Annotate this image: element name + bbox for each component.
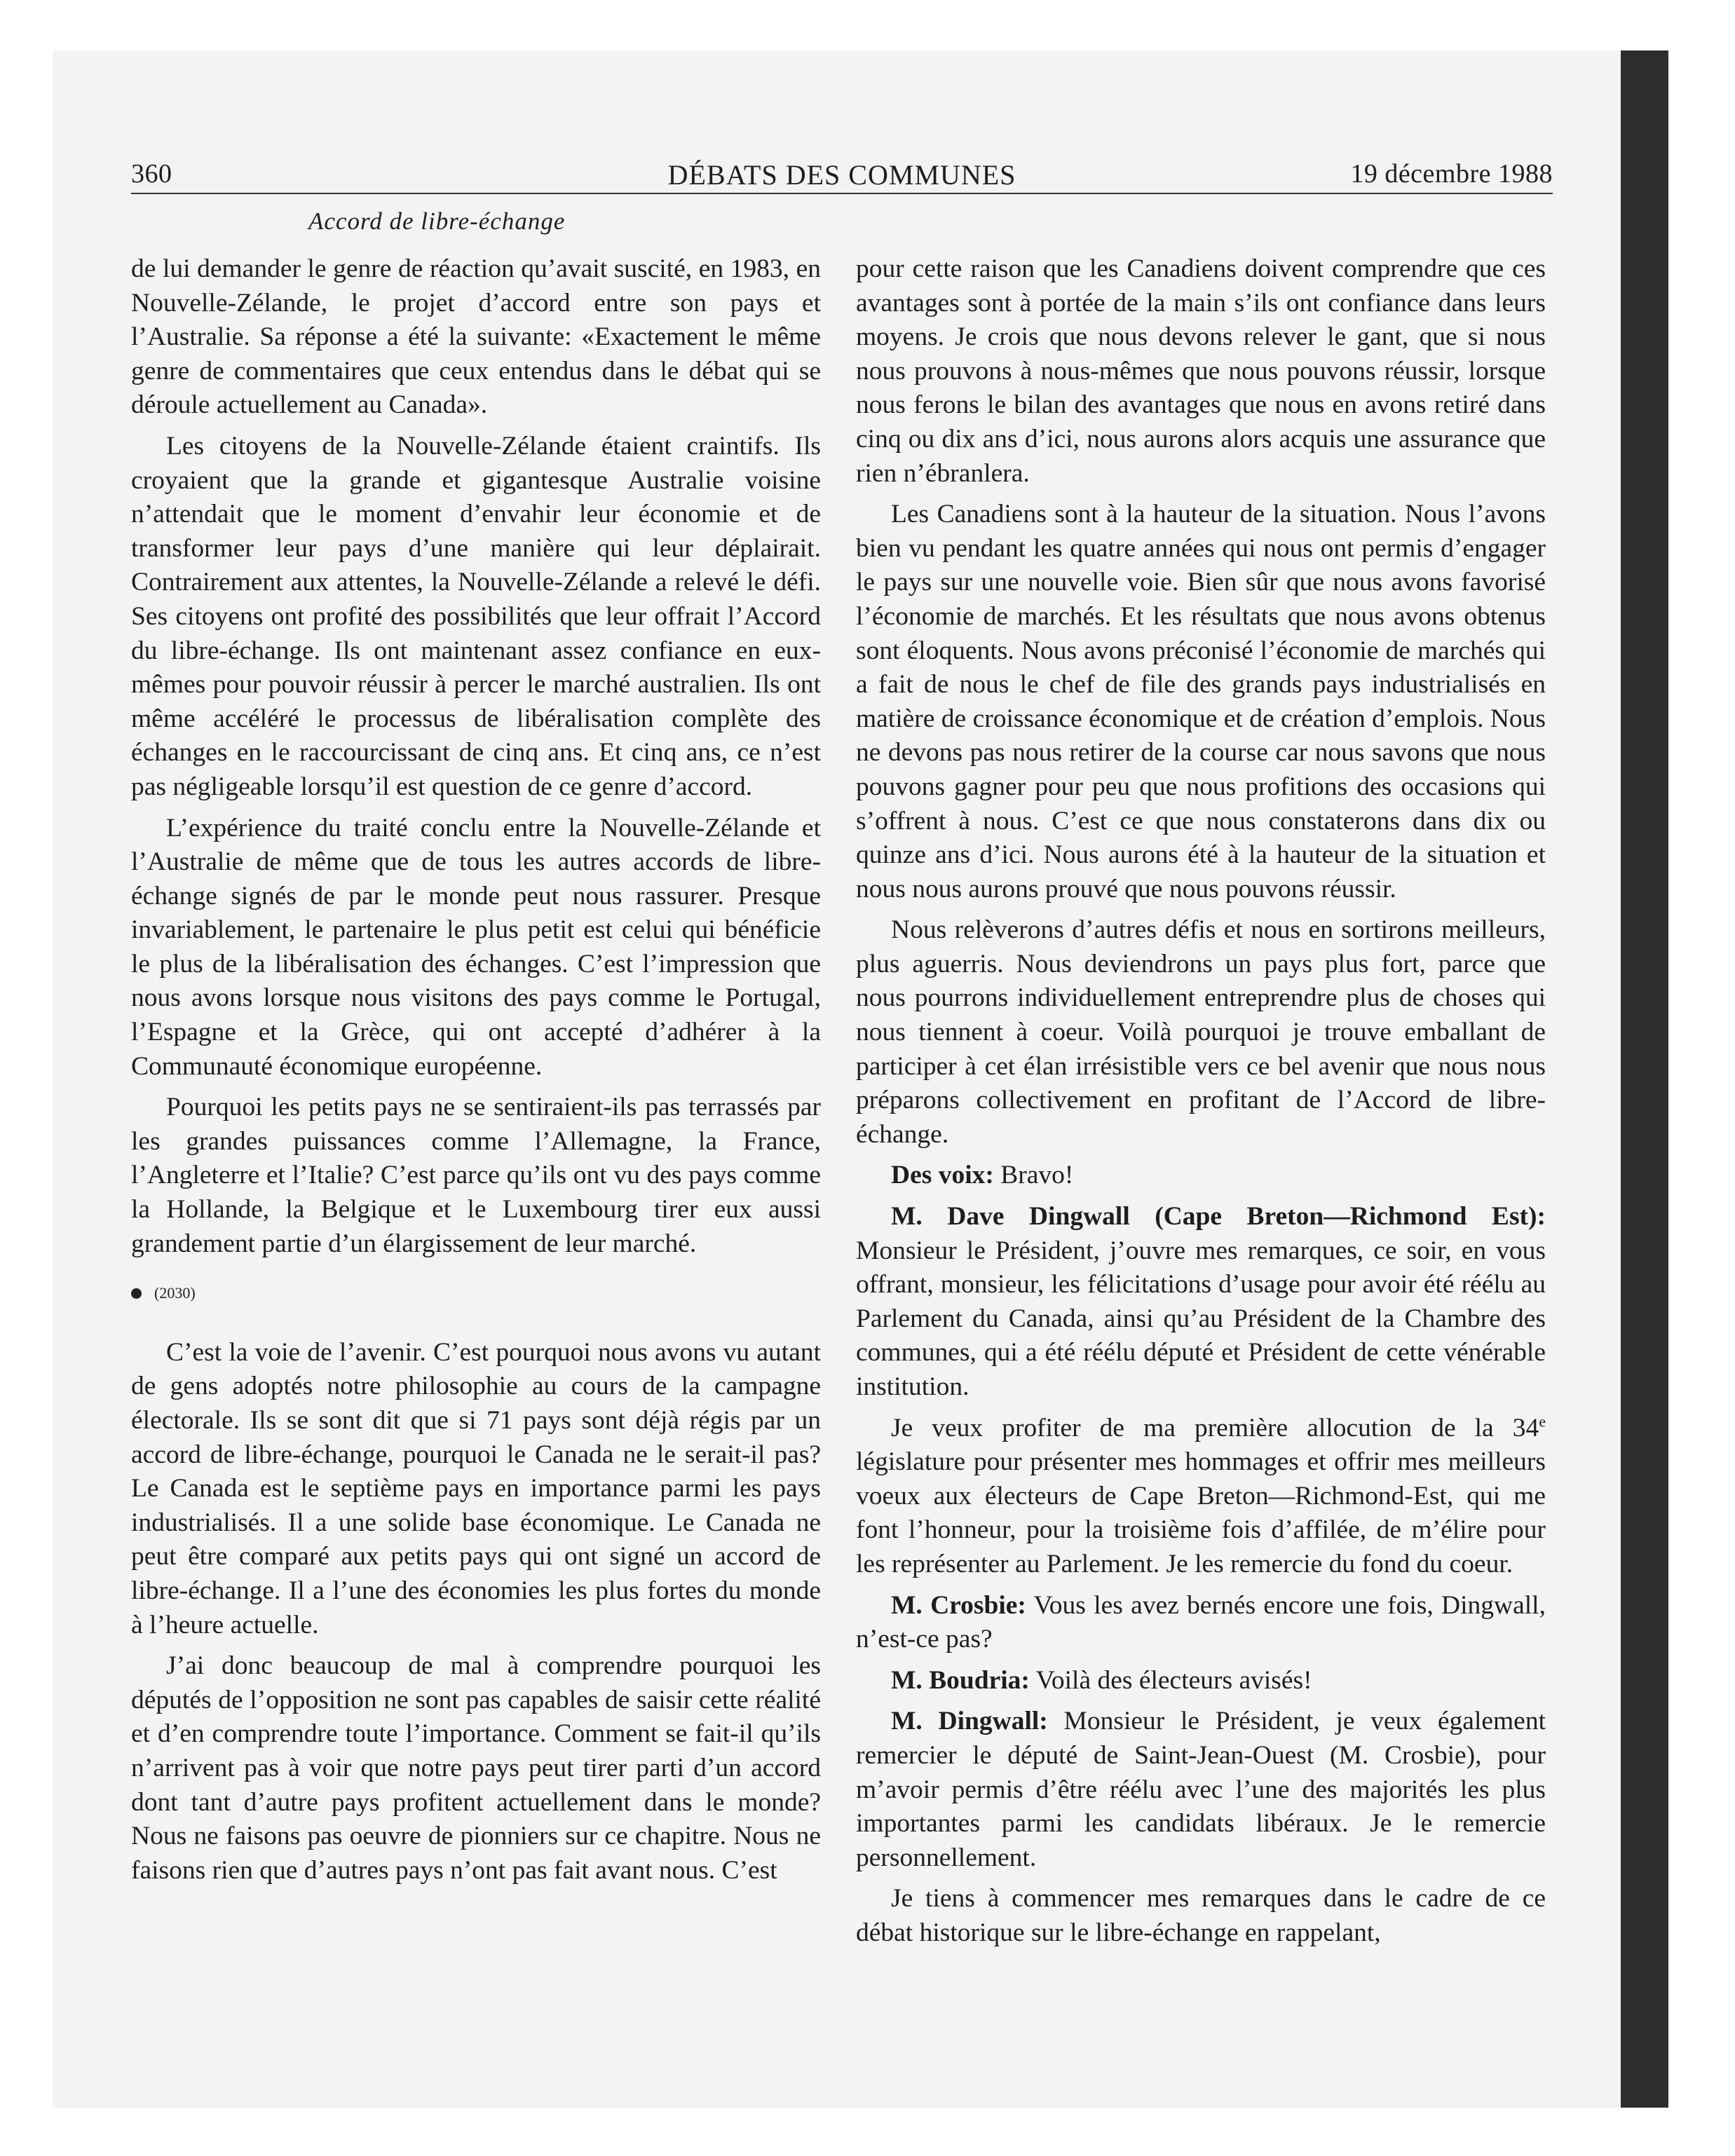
speech bbox=[856, 1200, 1546, 1405]
paragraph: de lui demander le genre de réaction qu’avait suscité, en 1983, en Nouvelle-Zélande, le projet d’accord entre son pays et l’Australie. Sa réponse a été la suivante: «Exactement le même genre de commentaires que ceux entendus dans le débat qui se déroule actuellement au Canada». bbox=[131, 254, 821, 420]
speech-text: Vous les avez bernés encore une fois, Dingwall, n’est-ce pas? bbox=[856, 1590, 1546, 1654]
speech-text: Monsieur le Président, j’ouvre mes remarques, ce soir, en vous offrant, monsieur, les félicitations d’usage pour avoir été réélu au Parlement du Canada, ainsi qu’au Président de la Chambre des communes, qui a été réélu député et Président de cette vénérable institution. bbox=[856, 1236, 1546, 1401]
paragraph: Pourquoi les petits pays ne se sentiraient-ils pas terrassés par les grandes puissances comme l’Allemagne, la France, l’Angleterre et l’Italie? C’est parce qu’ils ont vu des pays comme la Hollande, la Belgique et le Luxembourg tirer eux aussi grandement partie d’un élargissement de leur marché. bbox=[131, 1093, 821, 1258]
paragraph: Les citoyens de la Nouvelle-Zélande étaient craintifs. Ils croyaient que la grande et gigantesque Australie voisine n’attendait que le moment d’envahir leur économie et de transformer leur pays d’une manière qui leur déplairait. Contrairement aux attentes, la Nouvelle-Zélande a relevé le défi. Ses citoyens ont profité des possibilités que leur offrait l’Accord du libre-échange. Ils ont maintenant assez confiance en eux-mêmes pour pouvoir réussir à percer le marché australien. Ils ont même accéléré le processus de libéralisation complète des échanges en le raccourcissant de cinq ans. Et cinq ans, ce n’est pas négligeable lorsqu’il est question de ce genre d’accord. bbox=[131, 431, 821, 801]
right-column bbox=[856, 252, 1546, 1958]
header-rule bbox=[131, 193, 1553, 194]
paragraph: Nous relèverons d’autres défis et nous en sortirons meilleurs, plus aguerris. Nous deviendrons un pays plus fort, parce que nous pourrons individuellement entreprendre plus de choses qui nous tiennent à coeur. Voilà pourquoi je trouve emballant de participer à cet élan irrésistible vers ce bel avenir que nous nous préparons collectivement en profitant de l’Accord de libre-échange. bbox=[856, 915, 1546, 1149]
left-column bbox=[131, 252, 821, 1895]
speech-text: Monsieur le Président, je veux également remercier le député de Saint-Jean-Ouest (M. Crosbie), pour m’avoir permis d’être réélu avec l’une des majorités les plus importantes parmi les candidats libéraux. Je le remercie personnellement. bbox=[856, 1707, 1546, 1872]
time-marker bbox=[131, 1276, 821, 1311]
speech bbox=[856, 1589, 1546, 1657]
publication-title: DÉBATS DES COMMUNES bbox=[667, 159, 1016, 191]
scan-edge-shadow bbox=[1621, 50, 1668, 2108]
paragraph: pour cette raison que les Canadiens doivent comprendre que ces avantages sont à portée de la main s’ils ont confiance dans leurs moyens. Je crois que nous devons relever le gant, que si nous nous prouvons à nous-mêmes que nous pouvons réussir, lorsque nous ferons le bilan des avantages que nous en avons retiré dans cinq ou dix ans d’ici, nous aurons alors acquis une assurance que rien n’ébranlera. bbox=[856, 254, 1546, 488]
speech bbox=[856, 1705, 1546, 1875]
paragraph: Les Canadiens sont à la hauteur de la situation. Nous l’avons bien vu pendant les quatre années qui nous ont permis d’engager le pays sur une nouvelle voie. Bien sûr que nous avons favorisé l’économie de marchés. Et les résultats que nous avons obtenus sont éloquents. Nous avons préconisé l’économie de marchés qui a fait de nous le chef de file des grands pays industrialisés en matière de croissance économique et de création d’emplois. Nous ne devons pas nous retirer de la course car nous savons que nous pouvons gagner pour peu que nous profitions des occasions qui s’offrent à nous. C’est ce que nous constaterons dans dix ou quinze ans d’ici. Nous aurons été à la hauteur de la situation et nous nous aurons prouvé que nous pouvons réussir. bbox=[856, 500, 1546, 903]
bullet-icon bbox=[131, 1288, 142, 1299]
speech-text: Voilà des électeurs avisés! bbox=[1029, 1665, 1312, 1695]
page-header bbox=[131, 156, 1553, 198]
paragraph: Je tiens à commencer mes remarques dans le cadre de ce débat historique sur le libre-échange en rappelant, bbox=[856, 1884, 1546, 1947]
speaker-name: M. Dingwall: bbox=[891, 1707, 1048, 1736]
paragraph-text: Je veux profiter de ma première allocution de la 34 bbox=[891, 1413, 1539, 1442]
section-subtitle: Accord de libre-échange bbox=[308, 207, 566, 235]
paragraph: L’expérience du traité conclu entre la Nouvelle-Zélande et l’Australie de même que de tous les autres accords de libre-échange signés de par le monde peut nous rassurer. Presque invariablement, le partenaire le plus petit est celui qui bénéficie le plus de la libéralisation des échanges. C’est l’impression que nous avons lorsque nous visitons des pays comme le Portugal, l’Espagne et la Grèce, qui ont accepté d’adhérer à la Communauté économique européenne. bbox=[131, 813, 821, 1081]
paragraph-text: législature pour présenter mes hommages et offrir mes meilleurs voeux aux électeurs de Cape Breton—Richmond-Est, qui me font l’honneur, pour la troisième fois d’affilée, de m’élire pour les représenter au Parlement. Je les remercie du fond du coeur. bbox=[856, 1447, 1546, 1578]
speaker-name: M. Dave Dingwall (Cape Breton—Richmond Est): bbox=[891, 1202, 1546, 1231]
speaker-name: Des voix: bbox=[891, 1161, 994, 1190]
speech-text: Bravo! bbox=[993, 1161, 1074, 1190]
ordinal-superscript: e bbox=[1539, 1412, 1546, 1431]
speech bbox=[856, 1664, 1546, 1698]
speaker-name: M. Boudria: bbox=[891, 1665, 1030, 1695]
paragraph bbox=[856, 1412, 1546, 1582]
page-number: 360 bbox=[131, 159, 172, 189]
page-date: 19 décembre 1988 bbox=[1350, 159, 1553, 189]
time-marker-label: (2030) bbox=[154, 1284, 196, 1302]
speech bbox=[856, 1159, 1546, 1193]
paragraph: J’ai donc beaucoup de mal à comprendre pourquoi les députés de l’opposition ne sont pas capables de saisir cette réalité et d’en comprendre toute l’importance. Comment se fait-il qu’ils n’arrivent pas à voir que notre pays peut tirer parti d’un accord dont tant d’autre pays profitent actuellement dans le monde? Nous ne faisons pas oeuvre de pionniers sur ce chapitre. Nous ne faisons rien que d’autres pays n’ont pas fait avant nous. C’est bbox=[131, 1651, 821, 1885]
paragraph: C’est la voie de l’avenir. C’est pourquoi nous avons vu autant de gens adoptés notre philosophie au cours de la campagne électorale. Ils se sont dit que si 71 pays sont déjà régis par un accord de libre-échange, pourquoi le Canada ne le serait-il pas? Le Canada est le septième pays en importance parmi les pays industrialisés. Il a une solide base économique. Le Canada ne peut être comparé aux petits pays qui ont signé un accord de libre-échange. Il a l’une des économies les plus fortes du monde à l’heure actuelle. bbox=[131, 1337, 821, 1639]
speaker-name: M. Crosbie: bbox=[891, 1590, 1026, 1620]
